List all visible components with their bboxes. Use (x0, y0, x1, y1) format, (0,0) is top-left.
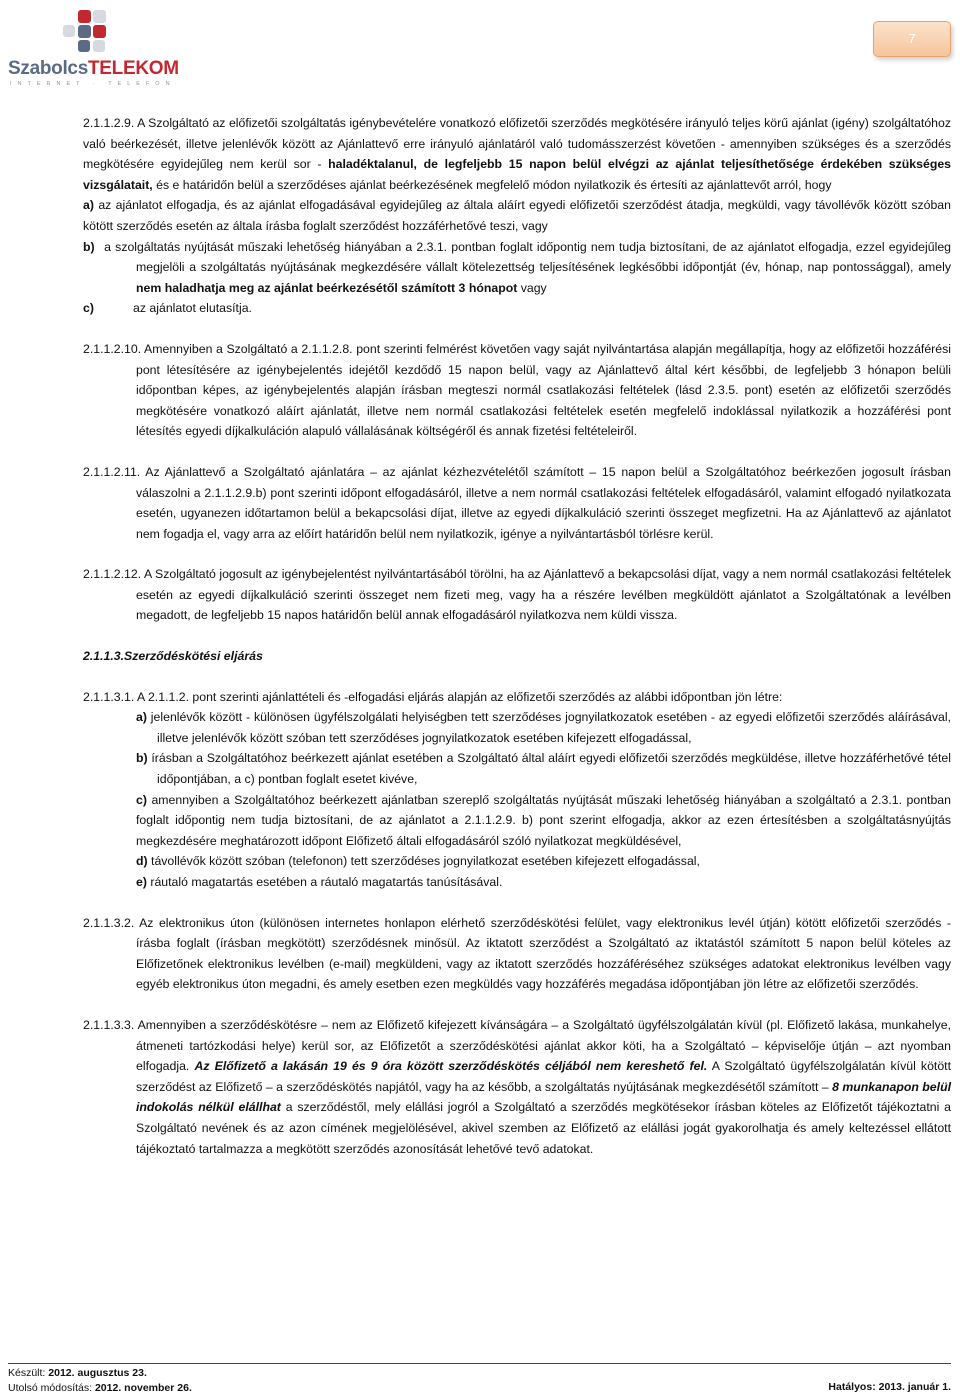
paragraph-2-1-1-3-1: 2.1.1.3.1. A 2.1.1.2. pont szerinti ajánlattételi és -elfogadási eljárás alapján az előfizetői szerződés az alábbi időpontban jön létre: (83, 689, 783, 704)
logo-tagline: INTERNET · TELEFON (10, 81, 176, 87)
footer-created: Készült: 2012. augusztus 23. (8, 1367, 147, 1379)
footer-divider (8, 1363, 951, 1364)
list-item-e: e) ráutaló magatartás esetében a ráutaló magatartás tanúsításával. (136, 875, 503, 889)
document-body (83, 113, 951, 1159)
paragraph-2-1-1-2-11: 2.1.1.2.11. Az Ajánlattevő a Szolgáltató ajánlatára – az ajánlat kézhezvételétől számított – 15 napon belül a Szolgáltatóhoz beérkezően jogosult írásban válaszolni a 2.1.1.2.9.b) pont szerinti időpont elfogadásáról, illetve a nem normál csatlakozási feltételek elfogadásáról, valamint elfogadó nyilatkozata esetén, ugyanezen időtartamon belül a bekapcsolási díjat, illetve az egyedi díjkalkuláció szerinti összeget megfizetni. Ha az Ajánlattevő az ajánlatot nem fogadja el, vagy arra az előírt határidőn belül nem nyilatkozik, igénye a nyilvántartásból törlésre kerül. (83, 464, 951, 541)
page-footer (8, 1363, 951, 1396)
list-item-a: a) jelenlévők között - különösen ügyfélszolgálati helyiségben tett szerződéses jognyilatkozatok esetében - az egyedi előfizetői szerződés aláírásával, illetve jelenlévők között szóban tett szerződéses jognyilatkozatok esetében kifejezett elfogadással, (136, 710, 951, 745)
list-item-b: b) írásban a Szolgáltatóhoz beérkezett ajánlat esetében a Szolgáltató által aláírt egyedi előfizetői szerződés megküldése, illetve hozzáférhetővé tétel időpontjában, a c) pontban foglalt esetet kivéve, (136, 751, 951, 787)
paragraph-2-1-1-2-9: 2.1.1.2.9. A Szolgáltató az előfizetői szolgáltatás igénybevételére vonatkozó előfizetői szerződés megkötésére irányuló teljes körű ajánlat (igény) szolgáltatóhoz való beérkezését, illetve jelenlévők között az Ajánlattevő erre irányuló ajánlatáról való tudomásszerzést követően - amennyiben szükséges és a szerződés megkötésére egyidejűleg nem kerül sor - haladéktalanul, de legfeljebb 15 napon belül elvégzi az ajánlat teljesíthetősége érdekében szükséges vizsgálatait, és e határidőn belül a szerződéses ajánlat beérkezésének megfelelő módon nyilatkozik és értesíti az ajánlattevőt arról, hogy (83, 116, 952, 192)
list-item-c: c) amennyiben a Szolgáltatóhoz beérkezett ajánlatban szereplő szolgáltatás nyújtását műszaki lehetőség hiányában a szolgáltató a 2.3.1. pontban foglalt időpontig nem tudja biztosítani, de az ajánlatot a 2.1.1.2.9. b) pont szerint elfogadja, akkor az ezen értesítésben a szolgáltatásnyújtás megkezdésére meghatározott időpont Előfizető általi elfogadásáról szóló nyilatkozat megküldésével, (136, 792, 951, 848)
section-heading: 2.1.1.3.Szerződéskötési eljárás (83, 649, 263, 664)
page-number-badge: 7 (873, 21, 951, 57)
paragraph-2-1-1-3-2: 2.1.1.3.2. Az elektronikus úton (különösen internetes honlapon elérhető szerződéskötési felület, vagy elektronikus levél útján) kötött előfizetői szerződés - írásba foglalt (írásban megkötött) szerződésnek minősül. Az iktatott szerződést a Szolgáltató az iktatástól számított 5 napon belül köteles az Előfizetőnek elektronikus levélben (e-mail) megküldeni, vagy az iktatott szerződés hozzáféréséhez szükséges adatokat elektronikus levélben vagy egyéb elektronikus úton megadni, és amely esetben ezen megküldés vagy hozzáférés megadása időpontjában jön létre az előfizetői szerződés. (83, 915, 951, 992)
paragraph-2-1-1-3-3: 2.1.1.3.3. Amennyiben a szerződéskötésre – nem az Előfizető kifejezett kívánságára – a Szolgáltató ügyfélszolgálatán kívül (pl. Előfizető lakása, munkahelye, átmeneti tartózkodási helye) kerül sor, az Előfizetőt a szerződéskötési ajánlat akkor köti, ha a Szolgáltató – képviselője útján – azt nyomban elfogadja. Az Előfizető a lakásán 19 és 9 óra között szerződéskötés céljából nem kereshető fel. A Szolgáltató ügyfélszolgálatán kívül kötött szerződést az Előfizető – a szerződéskötés napjától, vagy ha az később, a szolgáltatás nyújtásának megkezdésétől számított – 8 munkanapon belül indokolás nélkül elállhat a szerződéstől, mely elállási jogról a Szolgáltató a szerződés megkötésekor írásban köteles az Előfizetőt tájékoztatni a Szolgáltató nevének és az azon címének megjelölésével, akivel szemben az Előfizető az elállási jogát gyakorolhatja és amely keltezéssel ellátott tájékoztató tartalmazza a megkötött szerződés azonosítását lehetővé tevő adatokat. (83, 1017, 952, 1156)
footer-effective: Hatályos: 2013. január 1. (828, 1381, 951, 1393)
logo-mark-icon (68, 8, 118, 56)
paragraph-2-1-1-2-12: 2.1.1.2.12. A Szolgáltató jogosult az igénybejelentést nyilvántartásából törölni, ha az Ajánlattevő a bekapcsolási díjat, vagy a nem normál csatlakozási feltételek esetén az egyedi díjkalkuláció szerinti összeget nem fizeti meg, vagy ha a részére levélben megküldött ajánlatot a Szolgáltatónak a levélben megadott, de legfeljebb 15 napos határidőn belül annak elfogadásáról nyilatkozva nem küldi vissza. (83, 567, 951, 623)
logo-wordmark: SzabolcsTELEKOM (8, 58, 179, 79)
company-logo (8, 8, 188, 86)
list-item-a: a) az ajánlatot elfogadja, és az ajánlat elfogadásával egyidejűleg az általa aláírt egyedi előfizetői szerződést átadja, megküldi, vagy távollévők között szóban kötött szerződés esetén az általa írásba foglalt szerződést hozzáférhetővé teszi, vagy (83, 198, 951, 233)
list-item-d: d) távollévők között szóban (telefonon) tett szerződéses jognyilatkozat esetében kifejezett elfogadással, (136, 854, 700, 869)
list-item-c: c) az ajánlatot elutasítja. (83, 301, 252, 316)
footer-modified: Utolsó módosítás: 2012. november 26. (8, 1382, 192, 1394)
paragraph-2-1-1-2-10: 2.1.1.2.10. Amennyiben a Szolgáltató a 2.1.1.2.8. pont szerinti felmérést követően vagy saját nyilvántartása alapján megállapítja, hogy az előfizetői hozzáférési pont létesítésére az igénybejelentés idejétől kezdődő 15 napon belül, vagy az Ajánlattevő által kért későbbi, de legfeljebb 3 hónapon belüli időpontban képes, az igénybejelentés alapján írásban megteszi normál csatlakozási feltételek (lásd 2.3.5. pont) esetén az előfizetői szerződés megkötésére vonatkozó aláírt ajánlatát, illetve nem normál csatlakozási feltételek esetén megfelelő indoklással nyilatkozik a hozzáférési pont létesítés egyedi díjkalkuláción alapuló vállalásának költségéről és annak fizetési feltételeiről. (83, 341, 951, 439)
list-item-b: b) a szolgáltatás nyújtását műszaki lehetőség hiányában a 2.3.1. pontban foglalt időpontig nem tudja biztosítani, de az ajánlatot elfogadja, ezzel egyidejűleg megjelöli a szolgáltatás nyújtásának megkezdésére vállalt kötelezettség teljesítésének legkésőbbi időpontját (év, hónap, nap pontossággal), amely nem haladhatja meg az ajánlat beérkezésétől számított 3 hónapot vagy (83, 239, 951, 295)
